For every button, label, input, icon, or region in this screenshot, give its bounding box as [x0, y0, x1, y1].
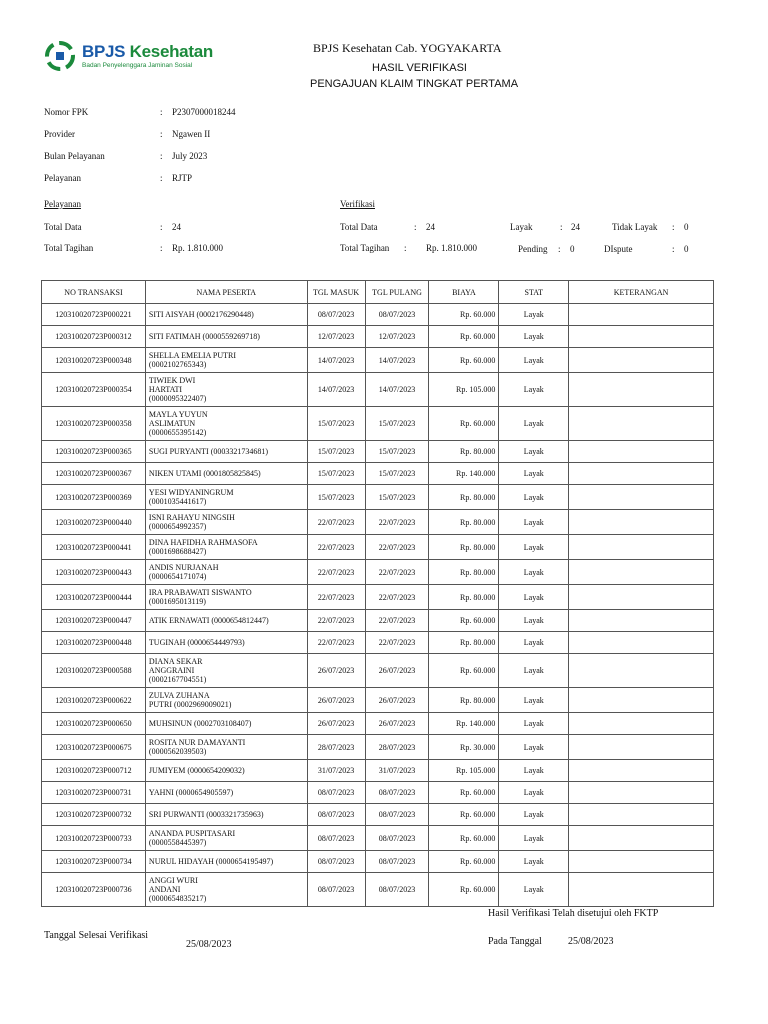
cell-masuk: 14/07/2023 — [307, 348, 365, 373]
cell-biaya: Rp. 140.000 — [429, 463, 499, 485]
cell-masuk: 15/07/2023 — [307, 485, 365, 510]
cell-no: 120310020723P000733 — [42, 826, 146, 851]
cell-masuk: 22/07/2023 — [307, 585, 365, 610]
cell-no: 120310020723P000588 — [42, 654, 146, 688]
pel-total-tagihan-label: Total Tagihan — [44, 243, 94, 253]
cell-pulang: 08/07/2023 — [365, 851, 429, 873]
cell-no: 120310020723P000712 — [42, 760, 146, 782]
cell-stat: Layak — [499, 804, 569, 826]
cell-nama: DINA HAFIDHA RAHMASOFA (0001698688427) — [145, 535, 307, 560]
cell-ket — [569, 873, 714, 907]
info-value: P2307000018244 — [172, 107, 236, 117]
cell-pulang: 14/07/2023 — [365, 348, 429, 373]
cell-masuk: 12/07/2023 — [307, 326, 365, 348]
layak-value: 24 — [571, 222, 580, 232]
table-row — [42, 735, 714, 760]
cell-stat: Layak — [499, 560, 569, 585]
cell-nama: SITI AISYAH (0002176290448) — [145, 304, 307, 326]
cell-masuk: 15/07/2023 — [307, 463, 365, 485]
table-row — [42, 485, 714, 510]
dispute-label: DIspute — [604, 244, 633, 254]
cell-ket — [569, 804, 714, 826]
cell-masuk: 08/07/2023 — [307, 873, 365, 907]
cell-ket — [569, 441, 714, 463]
cell-stat: Layak — [499, 826, 569, 851]
cell-ket — [569, 713, 714, 735]
cell-nama: SUGI PURYANTI (0003321734681) — [145, 441, 307, 463]
bpjs-logo-icon — [44, 40, 76, 72]
logo-wordmark: BPJS Kesehatan — [82, 42, 213, 61]
table-row — [42, 760, 714, 782]
cell-ket — [569, 485, 714, 510]
cell-biaya: Rp. 105.000 — [429, 373, 499, 407]
cell-no: 120310020723P000441 — [42, 535, 146, 560]
table-row — [42, 348, 714, 373]
pel-total-data-label: Total Data — [44, 222, 82, 232]
cell-pulang: 26/07/2023 — [365, 654, 429, 688]
cell-pulang: 15/07/2023 — [365, 485, 429, 510]
table-row — [42, 654, 714, 688]
cell-stat: Layak — [499, 348, 569, 373]
col-header: TGL PULANG — [365, 281, 429, 304]
table-row — [42, 535, 714, 560]
table-row — [42, 826, 714, 851]
cell-pulang: 31/07/2023 — [365, 760, 429, 782]
cell-masuk: 26/07/2023 — [307, 713, 365, 735]
layak-label: Layak — [510, 222, 533, 232]
cell-no: 120310020723P000444 — [42, 585, 146, 610]
cell-pulang: 08/07/2023 — [365, 304, 429, 326]
cell-masuk: 22/07/2023 — [307, 560, 365, 585]
cell-ket — [569, 304, 714, 326]
col-header: TGL MASUK — [307, 281, 365, 304]
cell-pulang: 26/07/2023 — [365, 688, 429, 713]
cell-masuk: 22/07/2023 — [307, 610, 365, 632]
col-header: NAMA PESERTA — [145, 281, 307, 304]
ver-total-data-label: Total Data — [340, 222, 378, 232]
table-row — [42, 782, 714, 804]
cell-biaya: Rp. 80.000 — [429, 510, 499, 535]
cell-stat: Layak — [499, 654, 569, 688]
approval-text: Hasil Verifikasi Telah disetujui oleh FKTP — [488, 908, 659, 919]
cell-pulang: 22/07/2023 — [365, 560, 429, 585]
table-row — [42, 585, 714, 610]
cell-ket — [569, 735, 714, 760]
cell-pulang: 08/07/2023 — [365, 782, 429, 804]
ver-total-tagihan-label: Total Tagihan — [340, 243, 390, 253]
cell-pulang: 12/07/2023 — [365, 326, 429, 348]
cell-nama: SHELLA EMELIA PUTRI (0002102765343) — [145, 348, 307, 373]
cell-ket — [569, 585, 714, 610]
cell-biaya: Rp. 60.000 — [429, 348, 499, 373]
cell-nama: NIKEN UTAMI (0001805825845) — [145, 463, 307, 485]
cell-masuk: 15/07/2023 — [307, 407, 365, 441]
cell-nama: YAHNI (0000654905597) — [145, 782, 307, 804]
cell-no: 120310020723P000440 — [42, 510, 146, 535]
cell-masuk: 15/07/2023 — [307, 441, 365, 463]
table-row — [42, 632, 714, 654]
dispute-value: 0 — [684, 244, 689, 254]
cell-nama: JUMIYEM (0000654209032) — [145, 760, 307, 782]
tidak-layak-label: Tidak Layak — [612, 222, 658, 232]
cell-ket — [569, 373, 714, 407]
cell-nama: ANANDA PUSPITASARI (0000558445397) — [145, 826, 307, 851]
cell-stat: Layak — [499, 510, 569, 535]
ver-total-data-value: 24 — [426, 222, 435, 232]
pada-tanggal-date: 25/08/2023 — [568, 936, 614, 947]
cell-pulang: 15/07/2023 — [365, 463, 429, 485]
cell-ket — [569, 760, 714, 782]
cell-biaya: Rp. 80.000 — [429, 485, 499, 510]
cell-no: 120310020723P000348 — [42, 348, 146, 373]
table-header-row — [42, 281, 714, 304]
verifikasi-heading: Verifikasi — [340, 199, 375, 209]
cell-ket — [569, 510, 714, 535]
pel-total-data-value: 24 — [172, 222, 181, 232]
cell-biaya: Rp. 105.000 — [429, 760, 499, 782]
cell-masuk: 08/07/2023 — [307, 826, 365, 851]
cell-nama: ISNI RAHAYU NINGSIH (0000654992357) — [145, 510, 307, 535]
info-value: July 2023 — [172, 151, 208, 161]
cell-biaya: Rp. 60.000 — [429, 873, 499, 907]
table-row — [42, 510, 714, 535]
cell-nama: IRA PRABAWATI SISWANTO (0001695013119) — [145, 585, 307, 610]
cell-no: 120310020723P000736 — [42, 873, 146, 907]
claims-table — [41, 280, 714, 907]
cell-masuk: 22/07/2023 — [307, 510, 365, 535]
cell-masuk: 22/07/2023 — [307, 632, 365, 654]
table-row — [42, 373, 714, 407]
cell-ket — [569, 654, 714, 688]
page-title: HASIL VERIFIKASI — [372, 62, 467, 74]
cell-ket — [569, 826, 714, 851]
cell-masuk: 22/07/2023 — [307, 535, 365, 560]
cell-ket — [569, 632, 714, 654]
cell-stat: Layak — [499, 585, 569, 610]
cell-biaya: Rp. 60.000 — [429, 851, 499, 873]
cell-no: 120310020723P000731 — [42, 782, 146, 804]
cell-stat: Layak — [499, 610, 569, 632]
table-row — [42, 441, 714, 463]
cell-ket — [569, 407, 714, 441]
col-header: NO TRANSAKSI — [42, 281, 146, 304]
pada-tanggal-label: Pada Tanggal — [488, 936, 542, 947]
cell-nama: SRI PURWANTI (0003321735963) — [145, 804, 307, 826]
cell-ket — [569, 610, 714, 632]
cell-nama: ANGGI WURI ANDANI (0000654835217) — [145, 873, 307, 907]
tidak-layak-value: 0 — [684, 222, 689, 232]
cell-ket — [569, 851, 714, 873]
info-value: Ngawen II — [172, 129, 211, 139]
cell-biaya: Rp. 80.000 — [429, 560, 499, 585]
cell-biaya: Rp. 80.000 — [429, 632, 499, 654]
cell-biaya: Rp. 60.000 — [429, 782, 499, 804]
cell-biaya: Rp. 80.000 — [429, 585, 499, 610]
cell-no: 120310020723P000443 — [42, 560, 146, 585]
selesai-date: 25/08/2023 — [186, 939, 232, 950]
cell-nama: MUHSINUN (0002703108407) — [145, 713, 307, 735]
cell-stat: Layak — [499, 407, 569, 441]
cell-biaya: Rp. 60.000 — [429, 826, 499, 851]
cell-stat: Layak — [499, 688, 569, 713]
cell-nama: ANDIS NURJANAH (0000654171074) — [145, 560, 307, 585]
cell-ket — [569, 348, 714, 373]
col-header: BIAYA — [429, 281, 499, 304]
branch-name: BPJS Kesehatan Cab. YOGYAKARTA — [313, 41, 502, 55]
cell-nama: ZULVA ZUHANA PUTRI (0002969009021) — [145, 688, 307, 713]
cell-nama: DIANA SEKAR ANGGRAINI (0002167704551) — [145, 654, 307, 688]
col-header: STAT — [499, 281, 569, 304]
cell-no: 120310020723P000447 — [42, 610, 146, 632]
cell-biaya: Rp. 60.000 — [429, 304, 499, 326]
cell-pulang: 28/07/2023 — [365, 735, 429, 760]
cell-masuk: 14/07/2023 — [307, 373, 365, 407]
cell-stat: Layak — [499, 713, 569, 735]
table-row — [42, 804, 714, 826]
cell-nama: ATIK ERNAWATI (0000654812447) — [145, 610, 307, 632]
pending-label: Pending — [518, 244, 548, 254]
info-label: Provider — [44, 129, 75, 139]
table-row — [42, 851, 714, 873]
cell-biaya: Rp. 80.000 — [429, 441, 499, 463]
table-row — [42, 304, 714, 326]
cell-no: 120310020723P000365 — [42, 441, 146, 463]
cell-no: 120310020723P000622 — [42, 688, 146, 713]
cell-pulang: 22/07/2023 — [365, 632, 429, 654]
cell-no: 120310020723P000312 — [42, 326, 146, 348]
cell-no: 120310020723P000732 — [42, 804, 146, 826]
cell-masuk: 08/07/2023 — [307, 304, 365, 326]
cell-nama: YESI WIDYANINGRUM (0001035441617) — [145, 485, 307, 510]
cell-stat: Layak — [499, 304, 569, 326]
pending-value: 0 — [570, 244, 575, 254]
cell-ket — [569, 560, 714, 585]
cell-no: 120310020723P000734 — [42, 851, 146, 873]
cell-ket — [569, 535, 714, 560]
cell-pulang: 08/07/2023 — [365, 804, 429, 826]
pelayanan-heading: Pelayanan — [44, 199, 81, 209]
cell-no: 120310020723P000354 — [42, 373, 146, 407]
table-row — [42, 873, 714, 907]
info-label: Nomor FPK — [44, 107, 89, 117]
table-row — [42, 713, 714, 735]
cell-pulang: 14/07/2023 — [365, 373, 429, 407]
cell-pulang: 22/07/2023 — [365, 610, 429, 632]
cell-pulang: 22/07/2023 — [365, 510, 429, 535]
cell-nama: NURUL HIDAYAH (0000654195497) — [145, 851, 307, 873]
cell-masuk: 08/07/2023 — [307, 782, 365, 804]
cell-ket — [569, 782, 714, 804]
ver-total-tagihan-value: Rp. 1.810.000 — [426, 243, 478, 253]
cell-masuk: 28/07/2023 — [307, 735, 365, 760]
page-subtitle: PENGAJUAN KLAIM TINGKAT PERTAMA — [310, 78, 519, 90]
cell-stat: Layak — [499, 485, 569, 510]
cell-pulang: 15/07/2023 — [365, 407, 429, 441]
cell-no: 120310020723P000675 — [42, 735, 146, 760]
cell-ket — [569, 326, 714, 348]
cell-stat: Layak — [499, 782, 569, 804]
cell-nama: TUGINAH (0000654449793) — [145, 632, 307, 654]
pel-total-tagihan-value: Rp. 1.810.000 — [172, 243, 224, 253]
cell-masuk: 26/07/2023 — [307, 654, 365, 688]
cell-no: 120310020723P000367 — [42, 463, 146, 485]
cell-nama: ROSITA NUR DAMAYANTI (0000562039503) — [145, 735, 307, 760]
info-label: Bulan Pelayanan — [44, 151, 105, 161]
cell-biaya: Rp. 80.000 — [429, 688, 499, 713]
cell-pulang: 08/07/2023 — [365, 826, 429, 851]
cell-stat: Layak — [499, 463, 569, 485]
cell-stat: Layak — [499, 326, 569, 348]
cell-masuk: 08/07/2023 — [307, 804, 365, 826]
cell-stat: Layak — [499, 632, 569, 654]
cell-stat: Layak — [499, 735, 569, 760]
table-row — [42, 463, 714, 485]
cell-biaya: Rp. 140.000 — [429, 713, 499, 735]
cell-stat: Layak — [499, 873, 569, 907]
cell-pulang: 22/07/2023 — [365, 535, 429, 560]
table-row — [42, 610, 714, 632]
cell-pulang: 22/07/2023 — [365, 585, 429, 610]
info-label: Pelayanan — [44, 173, 81, 183]
cell-biaya: Rp. 60.000 — [429, 407, 499, 441]
cell-biaya: Rp. 60.000 — [429, 610, 499, 632]
col-header: KETERANGAN — [569, 281, 714, 304]
cell-stat: Layak — [499, 373, 569, 407]
cell-biaya: Rp. 60.000 — [429, 326, 499, 348]
cell-ket — [569, 463, 714, 485]
info-value: RJTP — [172, 173, 193, 183]
cell-no: 120310020723P000650 — [42, 713, 146, 735]
cell-pulang: 26/07/2023 — [365, 713, 429, 735]
table-row — [42, 560, 714, 585]
cell-nama: TIWIEK DWI HARTATI (0000095322407) — [145, 373, 307, 407]
cell-ket — [569, 688, 714, 713]
cell-stat: Layak — [499, 760, 569, 782]
cell-nama: SITI FATIMAH (0000559269718) — [145, 326, 307, 348]
cell-pulang: 08/07/2023 — [365, 873, 429, 907]
cell-stat: Layak — [499, 441, 569, 463]
cell-masuk: 08/07/2023 — [307, 851, 365, 873]
table-row — [42, 407, 714, 441]
table-row — [42, 326, 714, 348]
selesai-label: Tanggal Selesai Verifikasi — [44, 930, 149, 941]
bpjs-logo — [44, 40, 214, 74]
logo-tagline: Badan Penyelenggara Jaminan Sosial — [82, 62, 193, 69]
table-row — [42, 688, 714, 713]
cell-biaya: Rp. 80.000 — [429, 535, 499, 560]
cell-masuk: 31/07/2023 — [307, 760, 365, 782]
cell-stat: Layak — [499, 535, 569, 560]
cell-biaya: Rp. 30.000 — [429, 735, 499, 760]
cell-masuk: 26/07/2023 — [307, 688, 365, 713]
cell-no: 120310020723P000358 — [42, 407, 146, 441]
cell-no: 120310020723P000448 — [42, 632, 146, 654]
cell-no: 120310020723P000369 — [42, 485, 146, 510]
cell-no: 120310020723P000221 — [42, 304, 146, 326]
cell-nama: MAYLA YUYUN ASLIMATUN (0000655395142) — [145, 407, 307, 441]
cell-biaya: Rp. 60.000 — [429, 654, 499, 688]
cell-biaya: Rp. 60.000 — [429, 804, 499, 826]
cell-stat: Layak — [499, 851, 569, 873]
cell-pulang: 15/07/2023 — [365, 441, 429, 463]
